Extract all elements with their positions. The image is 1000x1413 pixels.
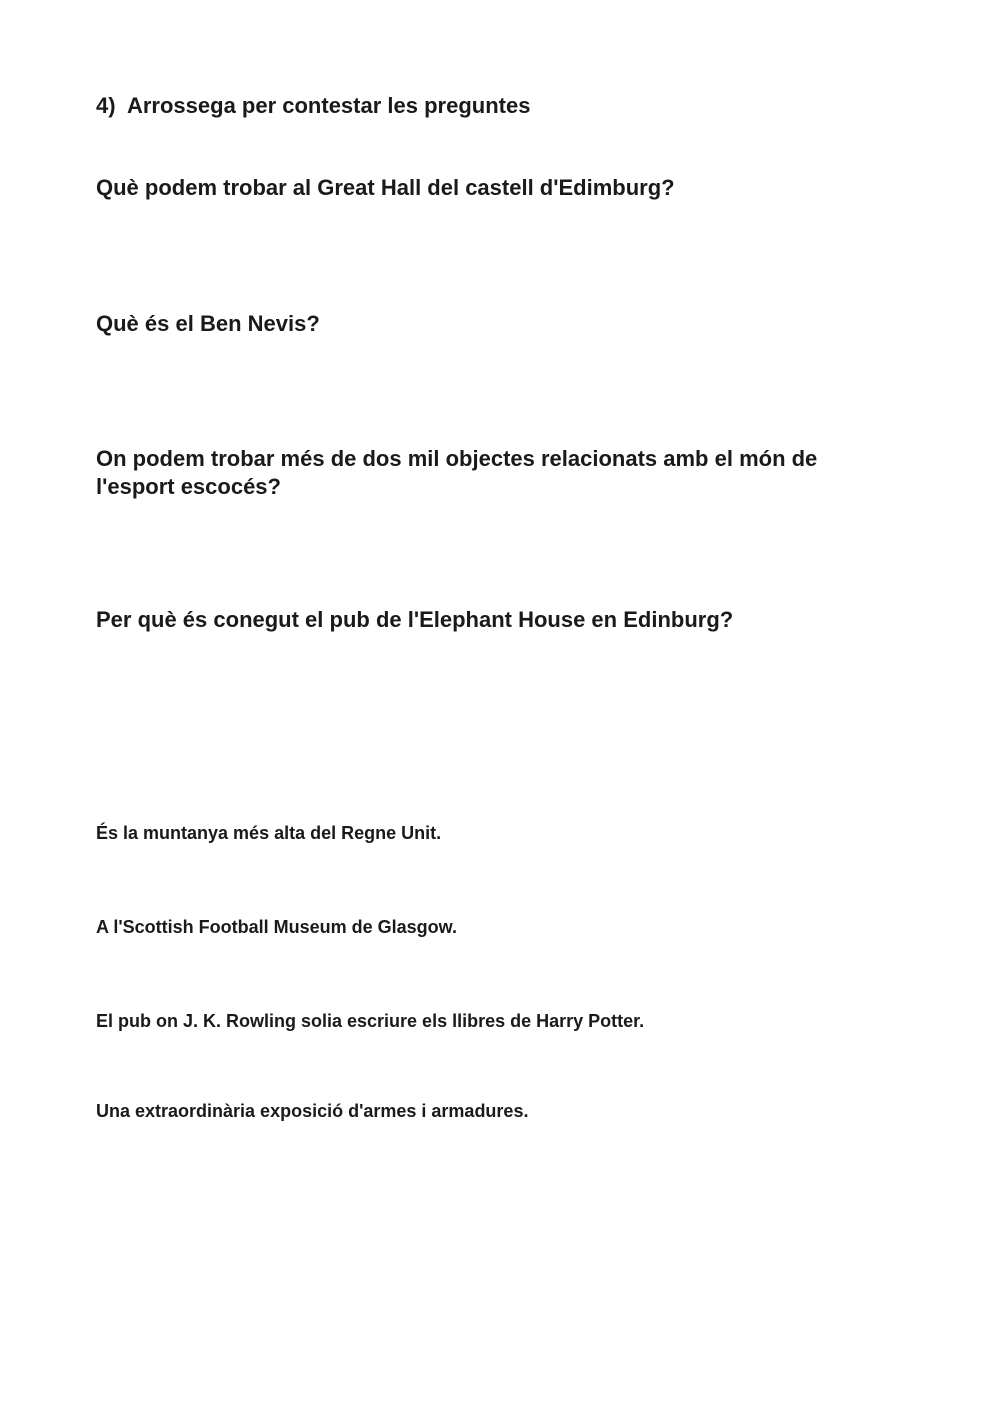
question-4: Per què és conegut el pub de l'Elephant House en Edinburg? — [96, 607, 734, 632]
question-1: Què podem trobar al Great Hall del castell d'Edimburg? — [96, 175, 675, 200]
question-2: Què és el Ben Nevis? — [96, 311, 320, 336]
question-3: On podem trobar més de dos mil objectes relacionats amb el món de l'esport escocés? — [96, 446, 818, 499]
instruction-heading: 4) Arrossega per contestar les preguntes — [96, 93, 531, 118]
draggable-answer-3[interactable]: El pub on J. K. Rowling solia escriure els llibres de Harry Potter. — [96, 1011, 645, 1031]
draggable-answer-2[interactable]: A l'Scottish Football Museum de Glasgow. — [96, 917, 457, 937]
draggable-answer-4[interactable]: Una extraordinària exposició d'armes i armadures. — [96, 1101, 529, 1121]
draggable-answer-1[interactable]: És la muntanya més alta del Regne Unit. — [96, 823, 442, 843]
